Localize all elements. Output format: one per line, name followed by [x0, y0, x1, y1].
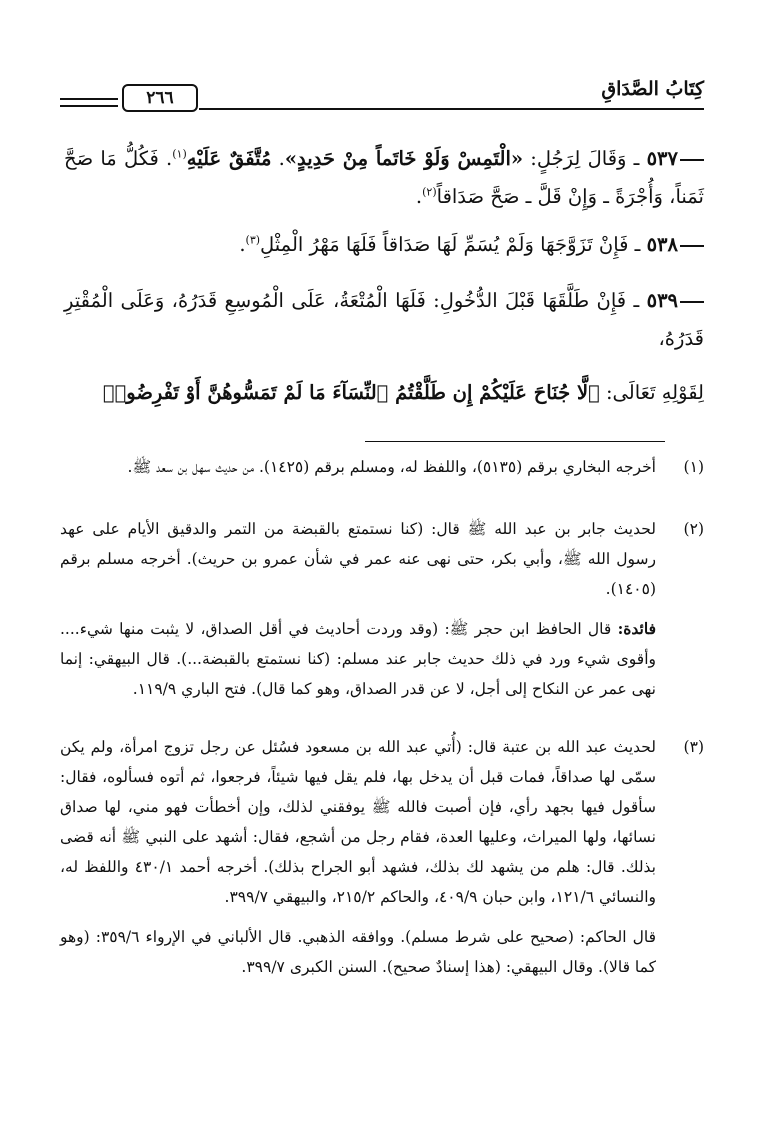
footnote-3: [60, 732, 704, 982]
entry-dash: [680, 159, 704, 161]
entry-dash: [680, 245, 704, 247]
entry-number: ٥٣٩: [646, 289, 679, 312]
footnote-marker: (١): [172, 147, 187, 161]
entry-intro: ـ وَقَالَ لِرَجُلٍ:: [523, 147, 640, 170]
entry-539: [64, 282, 704, 358]
footnote-number: (٣): [683, 738, 704, 756]
quran-prefix: لِقَوْلِهِ تَعَالَى:: [599, 381, 704, 404]
quran-ayah: ﴿لَّا جُنَاحَ عَلَيْكُمْ إِن طَلَّقْتُمُ ٱلنِّسَآءَ مَا لَمْ تَمَسُّوهُنَّ أَوْ تَفْرِضُوا۟: [102, 381, 600, 404]
footnote-2: [60, 514, 704, 704]
header-rule: [199, 108, 704, 110]
entry-text: ـ فَإِنْ طَلَّقَهَا قَبْلَ الدُّخُولِ: فَلَهَا الْمُتْعَةُ، عَلَى الْمُوسِعِ قَدَرُهُ، وَعَلَى الْمُقْتِرِ قَدَرُهُ،: [64, 289, 704, 350]
entry-number: ٥٣٨: [646, 233, 678, 256]
footnote-number: (١): [683, 458, 704, 476]
footnote-benefit: فائدة: قال الحافظ ابن حجر ﷺ: (وقد وردت أحاديث في أقل الصداق، لا يثبت منها شيء.... وأقوى شيء ورد في ذلك حديث جابر عند مسلم: (كنا نستمتع بالقبضة...). قال البيهقي: إنما نهى عمر عن النكاح إلى أجل، لا عن قدر الصداق، وهو كما قال). فتح الباري ١١٩/٩.: [60, 619, 656, 698]
footnote-text: لحديث عبد الله بن عتبة قال: (أُتي عبد الله بن مسعود فسُئل عن رجل تزوج امرأة، ولم يكن سمّى لها صداقاً، فمات قبل أن يدخل بها، فلم يقل فيها شيئاً، فرجعوا، ثم أتوه فسألوه، فقال: سأقول فيها بجهد رأي، فإن أصبت فالله ﷺ يوفقني لذلك، وإن أخطأت فهو مني، لها صداق نسائها، ولها الميراث، وعليها العدة، فقام رجل من أشجع، فقال: أشهد على النبي ﷺ أنه قضى بذلك. قال: هلم من يشهد لك بذلك، فشهد أبو الجراح بذلك). أخرجه أحمد ٤٣٠/١ واللفظ له، والنسائي ١٢١/٦، وابن حبان ٤٠٩/٩، والحاكم ٢١٥/٢، والبيهقي ٣٩٩/٧.: [60, 738, 656, 906]
footnote-1: [60, 452, 704, 482]
footnote-separator: [365, 441, 665, 442]
footnote-marker: (٢): [422, 185, 437, 199]
entry-text: ـ فَإِنْ تَزَوَّجَهَا وَلَمْ يُسَمِّ لَهَا صَدَاقاً فَلَهَا مَهْرُ الْمِثْلِ: [260, 233, 641, 256]
benefit-label: فائدة:: [617, 619, 656, 638]
entry-continuation: . فَكُلُّ مَا صَحَّ ثَمَناً، وَأُجْرَةً ـ وَإِنْ قَلَّ ـ صَحَّ صَدَاقاً: [64, 147, 704, 208]
footnote-text: أخرجه البخاري برقم (٥١٣٥)، واللفظ له، ومسلم برقم (١٤٢٥). من حديث سهل بن سعد ﷺ.: [127, 458, 656, 476]
header-rule-left-bottom: [60, 105, 118, 107]
footnote-number: (٢): [683, 520, 704, 538]
entry-number: ٥٣٧: [646, 147, 678, 170]
book-title: كِتَابُ الصَّدَاقِ: [601, 78, 704, 100]
footnote-grading: قال الحاكم: (صحيح على شرط مسلم). ووافقه الذهبي. قال الألباني في الإرواء ٣٥٩/٦: (وهو كما قالا). وقال البيهقي: (هذا إسنادٌ صحيح). السنن الكبرى ٣٩٩/٧.: [60, 928, 656, 976]
entry-537: ٥٣٧ ـ وَقَالَ لِرَجُلٍ: «الْتَمِسْ وَلَوْ خَاتَماً مِنْ حَدِيدٍ». مُتَّفَقٌ عَلَيْهِ$^{(١)}$. فَكُلُّ مَا صَحَّ ثَمَناً، وَأُجْرَةً ـ وَإِنْ قَلَّ ـ صَحَّ صَدَاقاً$^{(٢)}$.: [64, 147, 704, 208]
footnote-marker: (٣): [245, 233, 261, 247]
page-number: ٢٦٦: [122, 84, 198, 112]
page-header: [60, 72, 704, 122]
quran-citation: [64, 374, 704, 412]
footnote-text: لحديث جابر بن عبد الله ﷺ قال: (كنا نستمتع بالقبضة من التمر والدقيق الأيام على عهد رسول الله ﷺ، وأبي بكر، حتى نهى عنه عمر في شأن عمرو بن حريث). أخرجه مسلم برقم (١٤٠٥).: [60, 520, 656, 598]
agreed-upon: مُتَّفَقٌ عَلَيْهِ: [186, 147, 272, 170]
entry-dash: [680, 301, 704, 303]
hadith-quote: «الْتَمِسْ وَلَوْ خَاتَماً مِنْ حَدِيدٍ»: [284, 147, 524, 170]
header-rule-left-top: [60, 98, 118, 100]
entry-538: ٥٣٨ ـ فَإِنْ تَزَوَّجَهَا وَلَمْ يُسَمِّ لَهَا صَدَاقاً فَلَهَا مَهْرُ الْمِثْلِ$^{(٣)}$.: [64, 226, 704, 264]
